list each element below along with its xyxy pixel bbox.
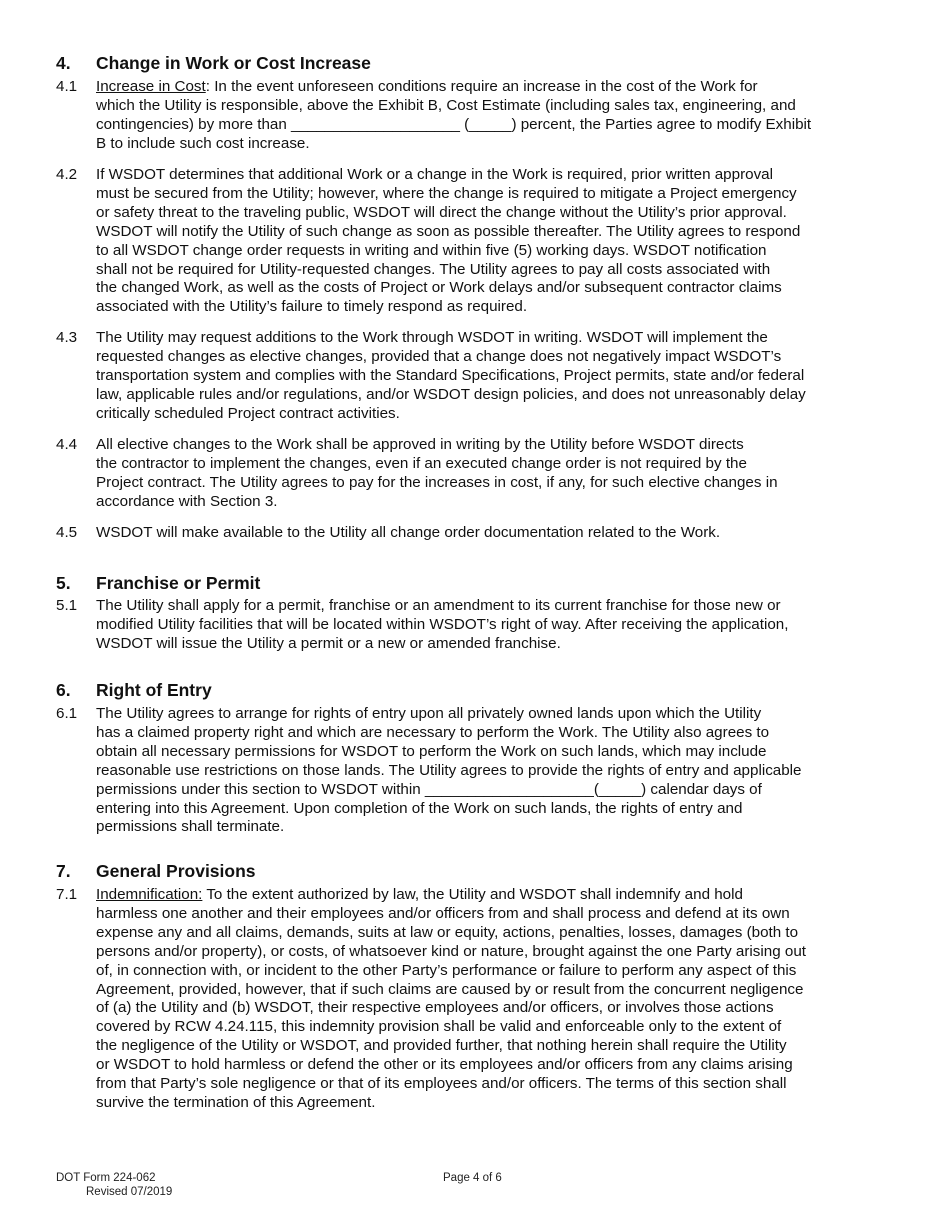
footer-page-number: Page 4 of 6: [443, 1172, 502, 1184]
section-number: 5.: [56, 573, 71, 593]
clause-line: shall not be required for Utility-requested changes. The Utility agrees to pay all costs associated with: [96, 260, 771, 278]
clause-4-1: [56, 78, 902, 154]
clause-line: law, applicable rules and/or regulations, and/or WSDOT design policies, and does not unreasonably delay: [96, 385, 806, 403]
clause-line: WSDOT will make available to the Utility all change order documentation related to the Work.: [96, 524, 721, 541]
clause-number: 4.1: [56, 78, 78, 95]
clause-line: requested changes as elective changes, provided that a change does not negatively impact WSDOT’s: [96, 347, 782, 365]
section-number: 4.: [56, 53, 71, 73]
section-number: 6.: [56, 680, 71, 700]
clause-line: transportation system and complies with the Standard Specifications, Project permits, state and/or federal: [96, 366, 805, 384]
clause-number: 4.4: [56, 436, 78, 453]
clause-number: 4.3: [56, 329, 78, 346]
section-title: Change in Work or Cost Increase: [96, 53, 371, 73]
section-4-heading: [56, 53, 371, 73]
clause-line: expense any and all claims, demands, suits at law or equity, actions, penalties, losses, damages (both to: [96, 923, 799, 941]
clause-line: : In the event unforeseen conditions require an increase in the cost of the Work for: [205, 78, 758, 95]
clause-line: B to include such cost increase.: [96, 134, 310, 152]
clause-line: Agreement, provided, however, that if such claims are caused by or result from the concurrent negligence: [96, 980, 804, 998]
clause-line: the changed Work, as well as the costs of Project or Work delays and/or subsequent contractor claims: [96, 279, 782, 297]
clause-7-1: [56, 886, 902, 1113]
clause-line: All elective changes to the Work shall be approved in writing by the Utility before WSDOT directs: [96, 436, 744, 453]
clause-number: 5.1: [56, 597, 78, 614]
clause-line: WSDOT will notify the Utility of such change as soon as possible thereafter. The Utility agrees to respond: [96, 222, 801, 240]
clause-line: harmless one another and their employees and/or officers from and shall process and defend at its own: [96, 904, 790, 922]
section-6-heading: [56, 680, 212, 700]
clause-line: If WSDOT determines that additional Work or a change in the Work is required, prior written approval: [96, 166, 773, 183]
clause-line: critically scheduled Project contract activities.: [96, 404, 400, 422]
clause-line: covered by RCW 4.24.115, this indemnity provision shall be valid and enforceable only to the extent of: [96, 1018, 782, 1036]
clause-line: or safety threat to the traveling public, WSDOT will direct the change without the Utility’s prior approval.: [96, 203, 787, 221]
footer-form-number: DOT Form 224-062: [56, 1172, 156, 1184]
section-number: 7.: [56, 861, 71, 881]
clause-4-3: [56, 329, 902, 424]
clause-line: The Utility may request additions to the Work through WSDOT in writing. WSDOT will implement the: [96, 329, 768, 346]
clause-line: or WSDOT to hold harmless or defend the other or its employees and/or officers from any claims arising: [96, 1056, 793, 1074]
clause-lead-term: Indemnification:: [96, 886, 203, 903]
clause-line: persons and/or property), or costs, of whatsoever kind or nature, brought against the one Party arising out: [96, 942, 806, 960]
clause-line: from that Party’s sole negligence or that of its employees and/or officers. The terms of this section shall: [96, 1075, 787, 1093]
clause-line: WSDOT will issue the Utility a permit or a new or amended franchise.: [96, 634, 561, 652]
clause-line: survive the termination of this Agreement.: [96, 1093, 376, 1111]
clause-line: entering into this Agreement. Upon completion of the Work on such lands, the rights of entry and: [96, 799, 743, 817]
clause-line: To the extent authorized by law, the Utility and WSDOT shall indemnify and hold: [202, 886, 743, 903]
clause-line: has a claimed property right and which are necessary to perform the Work. The Utility also agrees to: [96, 723, 770, 741]
clause-line: obtain all necessary permissions for WSDOT to perform the Work on such lands, which may include: [96, 742, 767, 760]
clause-line: of (a) the Utility and (b) WSDOT, their respective employees and/or officers, or involves those actions: [96, 999, 774, 1017]
clause-4-5: [56, 524, 902, 543]
clause-lead-term: Increase in Cost: [96, 78, 206, 95]
clause-number: 7.1: [56, 886, 78, 903]
section-title: Franchise or Permit: [96, 573, 261, 593]
clause-6-1: [56, 705, 902, 837]
footer-revised-date: Revised 07/2019: [86, 1186, 173, 1198]
clause-line: contingencies) by more than ____________________ (_____) percent, the Parties agree to modify Exhibit: [96, 115, 812, 133]
clause-4-4: [56, 436, 902, 512]
clause-line: associated with the Utility’s failure to timely respond as required.: [96, 298, 528, 316]
section-title: Right of Entry: [96, 680, 212, 700]
clause-line: to all WSDOT change order requests in writing and within five (5) working days. WSDOT notification: [96, 241, 767, 259]
clause-number: 4.2: [56, 166, 78, 183]
clause-line: which the Utility is responsible, above the Exhibit B, Cost Estimate (including sales tax, engineering, and: [96, 96, 796, 114]
clause-line: accordance with Section 3.: [96, 492, 278, 510]
clause-line: must be secured from the Utility; however, where the change is required to mitigate a Project emergency: [96, 184, 797, 202]
section-7-heading: [56, 861, 256, 881]
clause-line: permissions under this section to WSDOT within ____________________(_____) calendar days of: [96, 780, 762, 798]
clause-line: reasonable use restrictions on those lands. The Utility agrees to provide the rights of entry and applicable: [96, 761, 802, 779]
clause-line: The Utility agrees to arrange for rights of entry upon all privately owned lands upon which the Utility: [96, 705, 762, 722]
clause-5-1: [56, 597, 902, 654]
section-title: General Provisions: [96, 861, 256, 881]
clause-line: the contractor to implement the changes, even if an executed change order is not required by the: [96, 454, 747, 472]
clause-line: modified Utility facilities that will be located within WSDOT’s right of way. After receiving the application,: [96, 615, 789, 633]
clause-line: of, in connection with, or incident to the other Party’s performance or failure to perform any aspect of this: [96, 961, 797, 979]
clause-number: 6.1: [56, 705, 78, 722]
clause-line: permissions shall terminate.: [96, 818, 285, 836]
section-5-heading: [56, 573, 260, 593]
clause-line: the negligence of the Utility or WSDOT, and provided further, that nothing herein shall require the Utility: [96, 1037, 787, 1055]
clause-line: The Utility shall apply for a permit, franchise or an amendment to its current franchise for those new or: [96, 597, 781, 614]
clause-line: Project contract. The Utility agrees to pay for the increases in cost, if any, for such elective changes in: [96, 473, 778, 491]
clause-4-2: [56, 166, 902, 317]
clause-number: 4.5: [56, 524, 78, 541]
